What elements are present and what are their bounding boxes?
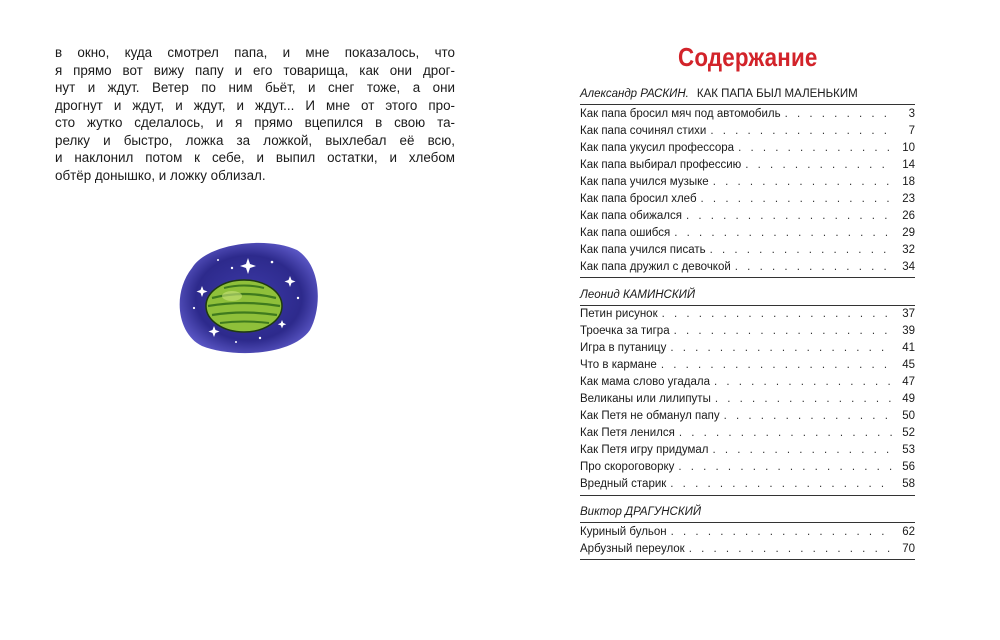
toc-entry[interactable]: Великаны или лилипуты . . . 49 [580, 391, 915, 407]
section-author [580, 88, 858, 100]
section-author [580, 289, 695, 301]
story-line-text: сто жутко сделалось, и я прямо вцепился в свою та- [55, 115, 455, 130]
toc-entry[interactable]: Как папа укусил профессора . . . 10 [580, 140, 915, 156]
story-line [55, 114, 455, 132]
toc-entry[interactable]: Как папа учился писать . . . 32 [580, 242, 915, 258]
author-name: Леонид КАМИНСКИЙ [580, 289, 696, 301]
story-line [55, 132, 455, 150]
story-line-text: я прямо вот вижу папу и его товарища, как они дрог- [55, 62, 455, 78]
toc-entry[interactable]: Троечка за тигра . . . 39 [580, 323, 915, 339]
toc-entry[interactable]: Куриный бульон . . . 62 [580, 524, 915, 540]
author-name: Александр РАСКИН. [580, 88, 689, 100]
toc-entry[interactable]: Игра в путаницу . . . 41 [580, 340, 915, 356]
story-line [55, 97, 455, 115]
toc-entry[interactable]: Вредный старик . . . 58 [580, 476, 915, 492]
story-line-text: обтёр донышко, и ложку облизал. [55, 167, 266, 183]
toc-entry[interactable]: Про скороговорку . . . 56 [580, 459, 915, 475]
story-line-text: нут и ждут. Ветер по ним бьёт, и снег тоже, а они [55, 80, 455, 95]
toc-entry[interactable]: Арбузный переулок . . . 70 [580, 541, 915, 557]
story-line [55, 79, 455, 97]
divider [580, 522, 915, 523]
watermelon-starry-sky-illustration [172, 238, 322, 356]
section-author [580, 506, 701, 518]
toc-entry[interactable]: Как Петя не обманул папу . . . 50 [580, 408, 915, 424]
toc-entry[interactable]: Как мама слово угадала . . . 47 [580, 374, 915, 390]
toc-entry[interactable]: Что в кармане . . . 45 [580, 357, 915, 373]
toc-entry[interactable]: Как папа дружил с девочкой . . . 34 [580, 259, 915, 275]
toc-entry[interactable]: Петин рисунок . . . 37 [580, 306, 915, 322]
book-title: КАК ПАПА БЫЛ МАЛЕНЬКИМ [696, 88, 858, 100]
divider [580, 495, 915, 496]
toc-entry[interactable]: Как Петя ленился . . . 52 [580, 425, 915, 441]
toc-title: Содержание [678, 42, 818, 72]
toc-entry[interactable]: Как папа бросил хлеб . . . 23 [580, 191, 915, 207]
story-text [55, 44, 455, 184]
toc-entry[interactable]: Как папа обижался . . . 26 [580, 208, 915, 224]
story-line-text: дрогнут и ждут, и ждут, и ждут... И мне от этого про- [55, 97, 455, 113]
story-line-text: в окно, куда смотрел папа, и мне показалось, что [55, 45, 455, 60]
story-line-text: и наклонил потом к себе, и выпил остатки, и хлебом [55, 150, 455, 165]
story-line [55, 167, 455, 185]
toc-entry[interactable]: Как Петя игру придумал . . . 53 [580, 442, 915, 458]
toc-entry[interactable]: Как папа ошибся . . . 29 [580, 225, 915, 241]
toc-entry[interactable]: Как папа бросил мяч под автомобиль . . . 3 [580, 106, 915, 122]
toc-entry[interactable]: Как папа сочинял стихи . . . 7 [580, 123, 915, 139]
divider [580, 277, 915, 278]
author-name: Виктор ДРАГУНСКИЙ [580, 506, 702, 518]
story-line [55, 62, 455, 80]
story-line [55, 44, 455, 62]
toc-entry[interactable]: Как папа учился музыке . . . 18 [580, 174, 915, 190]
divider [580, 104, 915, 105]
watermelon [206, 280, 282, 332]
story-line [55, 149, 455, 167]
story-line-text: релку и быстро, ложка за ложкой, выхлебал её всю, [55, 132, 455, 148]
divider [580, 559, 915, 560]
toc-entry[interactable]: Как папа выбирал профессию . . . 14 [580, 157, 915, 173]
